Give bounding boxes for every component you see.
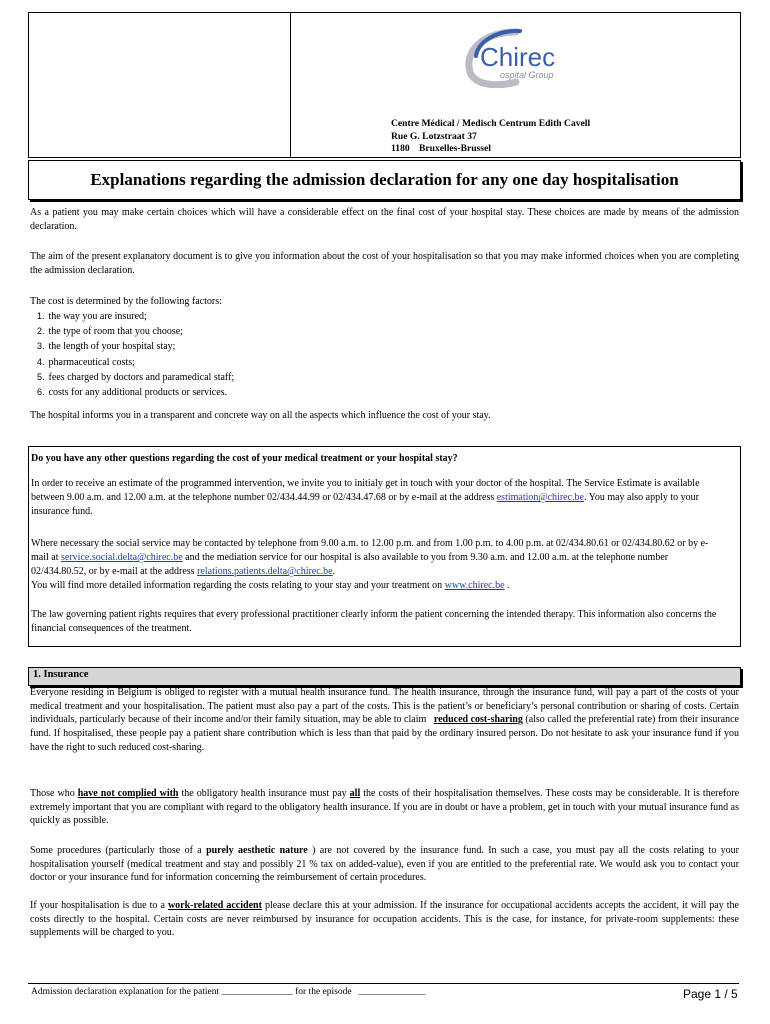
insurance-text: (also called the preferential rate) from their insurance fund. If hospitalised, these people pay a patient share contribution which is less than that paid by the ordinary insured person. Do not hesitate to ask your insurance fund if you have the right to such reduced cost-sharing. xyxy=(30,714,739,753)
chirec-logo xyxy=(456,26,586,88)
list-item xyxy=(30,355,739,370)
list-item xyxy=(30,309,739,324)
hospital-address xyxy=(391,118,590,156)
page-number: Page 1 / 5 xyxy=(683,987,738,1001)
factors-intro: The cost is determined by the following factors: xyxy=(30,296,222,307)
footer-label: for the episode xyxy=(295,987,352,997)
questions-paragraph-1 xyxy=(31,477,721,519)
episode-blank: ______________ xyxy=(358,987,426,997)
questions-heading: Do you have any other questions regarding the cost of your medical treatment or your hospital stay? xyxy=(31,453,458,464)
address-line-3 xyxy=(391,143,590,156)
intro-text-1: As a patient you may make certain choices which will have a considerable effect on the final cost of your hospital stay. These choices are made by means of the admission declaration. xyxy=(30,207,739,232)
insurance-text: the obligatory health insurance must pay xyxy=(181,788,347,799)
address-line-2: Rue G. Lotzstraat 37 xyxy=(391,130,477,142)
list-item xyxy=(30,339,739,354)
header-empty-box xyxy=(28,12,291,158)
footer-divider xyxy=(28,983,739,984)
insurance-paragraph-2 xyxy=(30,787,739,828)
insurance-text: Some procedures (particularly those of a xyxy=(30,845,202,856)
questions-text: You will find more detailed information regarding the costs relating to your stay and your treatment on xyxy=(31,580,443,591)
footer-label: Admission declaration explanation for the patient xyxy=(31,987,220,997)
insurance-paragraph-3 xyxy=(30,844,739,885)
list-number: 4. xyxy=(37,356,45,367)
list-item xyxy=(30,324,739,339)
list-text: costs for any additional products or services. xyxy=(48,387,228,399)
list-number: 5. xyxy=(37,371,45,382)
social-service-email-link[interactable]: service.social.delta@chirec.be xyxy=(61,552,183,563)
list-number: 6. xyxy=(37,387,45,398)
insurance-heading-bar xyxy=(28,667,741,686)
insurance-paragraph-4 xyxy=(30,899,739,940)
questions-text: and the mediation service for our hospital is also available to you from 9.30 a.m. and 12.00 a.m. at the telephone number 02/434.80.52, or by e-mail at the address xyxy=(31,552,669,577)
intro-paragraph-1 xyxy=(30,206,739,233)
questions-text: . xyxy=(332,566,336,577)
factors-section xyxy=(30,295,739,400)
questions-paragraph-2 xyxy=(31,537,721,593)
website-link[interactable]: www.chirec.be xyxy=(444,580,505,591)
address-city: Bruxelles-Brussel xyxy=(419,143,491,154)
not-complied-term: have not complied with xyxy=(77,788,179,799)
address-line-1: Centre Médical / Medisch Centrum Edith Cavell xyxy=(391,118,591,129)
insurance-text: the costs of their hospitalisation themselves. These costs may be considerable. It is therefore extremely important that you are compliant with regard to the obligatory health insurance. If you are in doubt or have a problem, get in touch with your mutual insurance fund as quickly as possible. xyxy=(30,788,740,827)
patient-name-blank: _______________ xyxy=(221,987,293,997)
work-accident-term: work-related accident xyxy=(167,900,262,911)
list-text: the type of room that you choose; xyxy=(48,326,183,337)
questions-text: . You may also apply to your insurance fund. xyxy=(31,492,699,517)
insurance-text: If your hospitalisation is due to a xyxy=(30,900,165,911)
list-text: the length of your hospital stay; xyxy=(48,341,176,353)
all-term: all xyxy=(349,788,361,799)
insurance-text: ) are not covered by the insurance fund. In such a case, you must pay all the costs relating to your hospitalisation yourself (medical treatment and stay and possibly 21 % tax on added-value), even if you are entitled to the preferential rate. We would ask you to contact your doctor or your insurance fund for information concerning the reimbursement of certain procedures. xyxy=(30,845,739,884)
insurance-text: Everyone residing in Belgium is obliged to register with a mutual health insurance fund. The health insurance, through the insurance fund, will pay a part of the costs of your medical treatment and your hospitalisation. The patient must also pay a part of the costs. This is the patient’s or beneficiary’s personal contribution or sharing of costs. Certain individuals, particularly because of their income and/or their family situation, may be able to claim xyxy=(30,687,739,726)
intro-paragraph-3 xyxy=(30,409,739,423)
list-number: 3. xyxy=(37,341,45,352)
aesthetic-nature-term: purely aesthetic nature xyxy=(206,845,308,856)
footer-text xyxy=(31,987,425,997)
reduced-cost-sharing-term: reduced cost-sharing xyxy=(433,714,523,726)
insurance-text: Those who xyxy=(30,788,75,799)
logo-text: Chirec xyxy=(480,42,556,72)
questions-text: In order to receive an estimate of the programmed intervention, we invite you to initialy get in touch with your doctor of the hospital. The Service Estimate is available between 9.00 a.m. and 12.00 a.m. at the telephone number 02/434.44.99 or 02/434.47.68 or by e-mail at the address xyxy=(31,478,700,503)
insurance-text: please declare this at your admission. If the insurance for occupational accidents accepts the accident, it will pay the costs directly to the hospital. Certain costs are never reimbursed by insurance for occupation accidents. This is the case, for instance, for private-room supplements: these supplements will be charged to you. xyxy=(30,900,739,939)
questions-text: . xyxy=(507,580,510,591)
list-number: 2. xyxy=(37,326,45,336)
list-text: pharmaceutical costs; xyxy=(48,356,135,368)
list-item xyxy=(30,370,739,385)
title-box xyxy=(28,160,741,200)
list-text: fees charged by doctors and paramedical staff; xyxy=(48,371,235,383)
address-zip: 1180 xyxy=(391,143,410,154)
list-item xyxy=(30,385,739,400)
estimation-email-link[interactable]: estimation@chirec.be xyxy=(496,492,584,503)
questions-paragraph-3: The law governing patient rights requires that every professional practitioner clearly inform the patient concerning the intended therapy. This information also concerns the financial consequences of the treatment. xyxy=(31,609,717,634)
page-title: Explanations regarding the admission declaration for any one day hospitalisation xyxy=(90,170,679,189)
intro-text-2: The aim of the present explanatory document is to give you information about the cost of your hospitalisation so that you may make informed choices when you are completing the admission declaration. xyxy=(30,251,739,276)
insurance-heading: 1. Insurance xyxy=(33,669,89,680)
factors-list xyxy=(30,309,739,401)
insurance-paragraph-1 xyxy=(30,686,739,755)
list-number: 1. xyxy=(37,310,45,321)
intro-text-3: The hospital informs you in a transparent and concrete way on all the aspects which influence the cost of your stay. xyxy=(30,410,491,421)
logo-subtext: ospital Group xyxy=(500,70,554,80)
intro-paragraph-2 xyxy=(30,250,739,277)
list-text: the way you are insured; xyxy=(48,310,147,322)
questions-text: Where necessary the social service may be contacted by telephone from 9.00 a.m. to 12.00 p.m. and from 1.00 p.m. to 4.00 p.m. at 02/434.80.61 or 02/434.80.62 or by e-mail at xyxy=(31,538,709,563)
patient-relations-email-link[interactable]: relations.patients.delta@chirec.be xyxy=(197,566,333,577)
